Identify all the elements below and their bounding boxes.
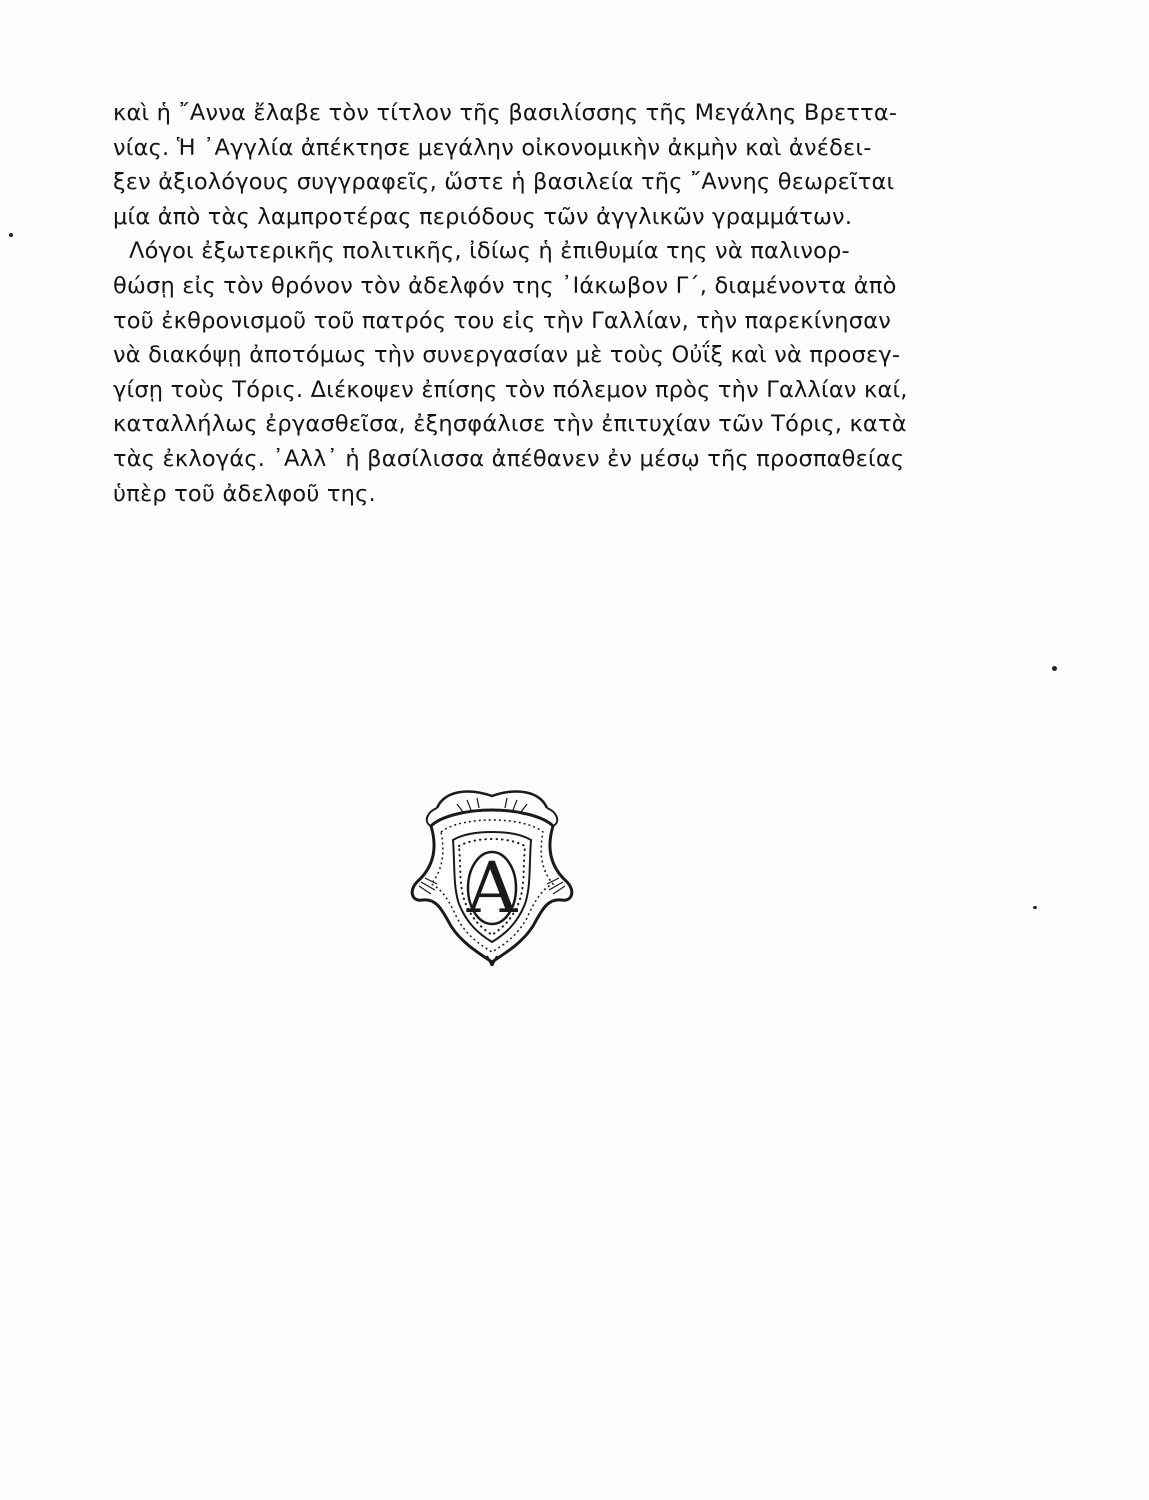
body-text [113, 96, 921, 511]
ornament-initial-letter: Α [466, 847, 518, 929]
paragraph-2: Λόγοι ἐξωτερικῆς πολιτικῆς, ἰδίως ἡ ἐπιθυμία της νὰ παλινορ- θώσῃ εἰς τὸν θρόνον τὸν ἀδελφόν της ᾿Ιάκωβον Γ΄, διαμένοντα ἀπὸ τοῦ ἐκθρονισμοῦ τοῦ πατρός του εἰς τὴν Γαλλίαν, τὴν παρεκίνησαν νὰ διακόψῃ ἀποτόμως τὴν συνεργασίαν μὲ τοὺς Οὐΐξ καὶ νὰ προσεγ- γίσῃ τοὺς Τόρις. Διέκοψεν ἐπίσης τὸν πόλεμον πρὸς τὴν Γαλλίαν καί, καταλλήλως ἐργασθεῖσα, ἐξησφάλισε τὴν ἐπιτυχίαν τῶν Τόρις, κατὰ τὰς ἐκλογάς. ᾿Αλλ᾿ ἡ βασίλισσα ἀπέθανεν ἐν μέσῳ τῆς προσπαθείας ὑπὲρ τοῦ ἀδελφοῦ της. [113, 238, 908, 507]
shield-ornament-icon [397, 786, 587, 966]
page-speck [1052, 666, 1057, 671]
decorative-shield-ornament [397, 786, 587, 966]
page-speck [1033, 906, 1037, 909]
paragraph-1: καὶ ἡ ῎Αννα ἔλαβε τὸν τίτλον τῆς βασιλίσσης τῆς Μεγάλης Βρεττα- νίας. Ἡ ᾿Αγγλία ἀπέκτησε μεγάλην οἰκονομικὴν ἀκμὴν καὶ ἀνέδει- ξεν ἀξιολόγους συγγραφεῖς, ὥστε ἡ βασιλεία τῆς ῎Αννης θεωρεῖται μία ἀπὸ τὰς λαμπροτέρας περιόδους τῶν ἀγγλικῶν γραμμάτων. [113, 100, 898, 230]
page-speck [9, 233, 13, 237]
